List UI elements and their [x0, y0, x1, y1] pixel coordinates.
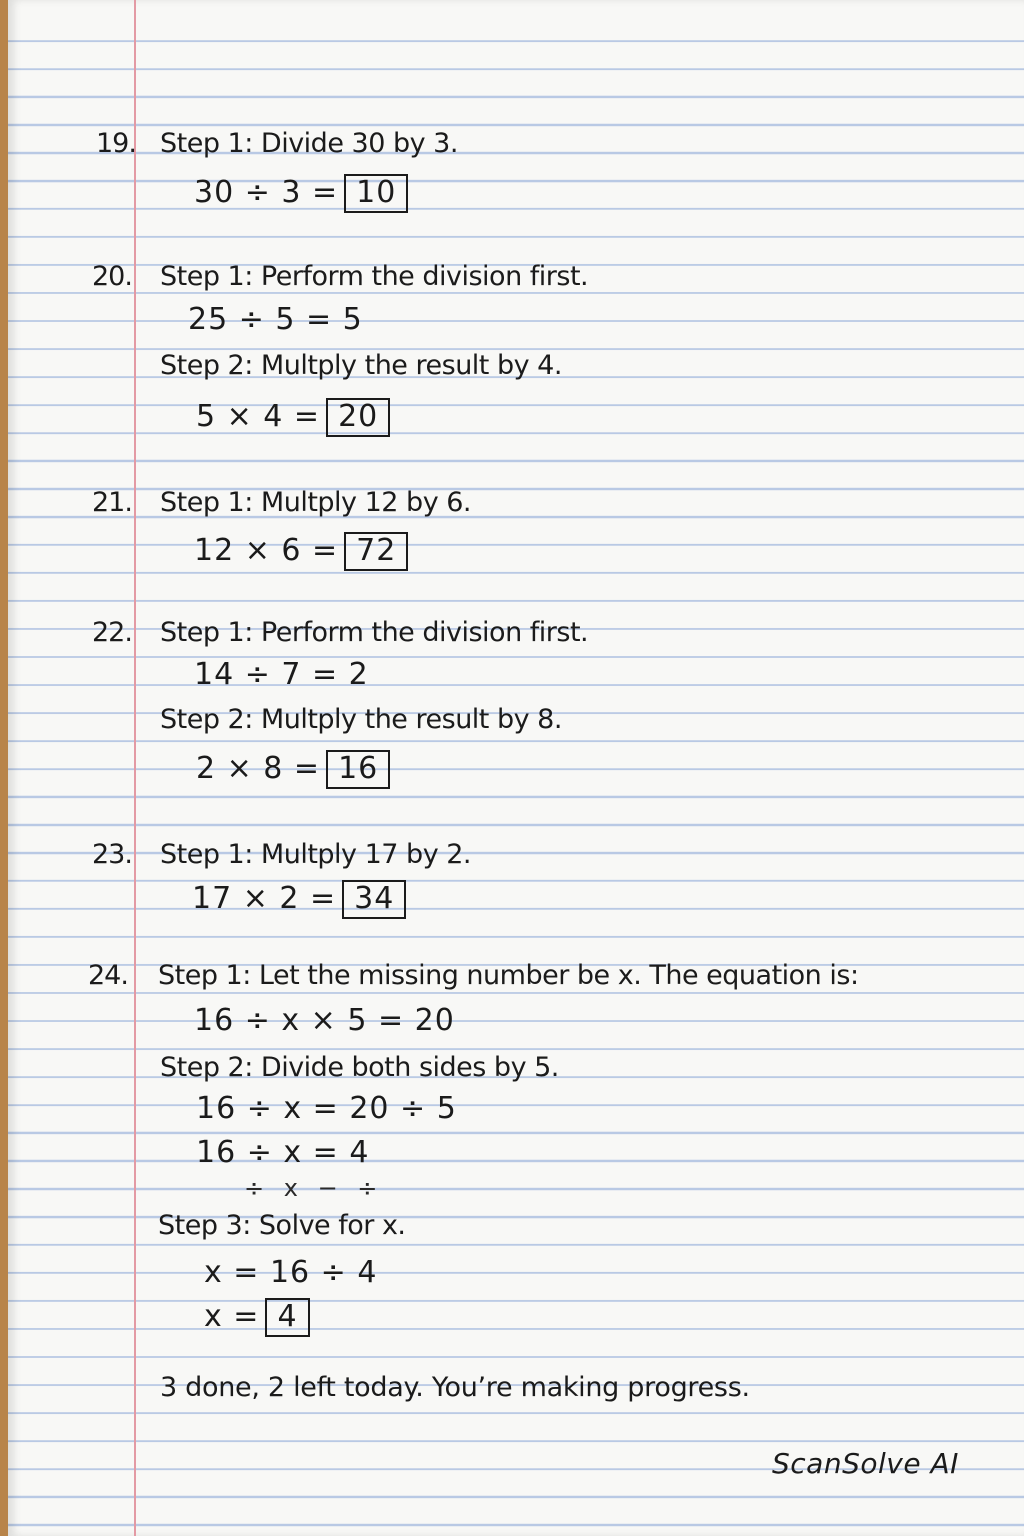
problem-22-answer-box: 16: [326, 750, 390, 789]
problem-24-equation-1: 16 ÷ x × 5 = 20: [194, 1003, 455, 1038]
problem-22-step-1: Step 1: Perform the division first.: [160, 617, 589, 648]
problem-20-equation-1: 25 ÷ 5 = 5: [188, 302, 363, 337]
problem-24-equation-3: 16 ÷ x = 4: [196, 1135, 370, 1170]
problem-20-step-1: Step 1: Perform the division first.: [160, 261, 589, 292]
problem-23-step-1: Step 1: Multply 17 by 2.: [160, 839, 472, 870]
problem-22-equation-2-text: 2 × 8 =: [196, 751, 321, 786]
notebook-page: [8, 0, 1024, 1536]
problem-21-equation: [194, 532, 408, 571]
problem-22-equation-1: 14 ÷ 7 = 2: [194, 657, 369, 692]
problem-24-equation-2: 16 ÷ x = 20 ÷ 5: [196, 1091, 457, 1126]
problem-21-answer-box: 72: [344, 532, 408, 571]
problem-20-equation-2-text: 5 × 4 =: [196, 399, 321, 434]
problem-24-equation-5-text: x =: [204, 1299, 260, 1334]
problem-24-step-3: Step 3: Solve for x.: [158, 1210, 406, 1241]
problem-number-23: 23.: [92, 839, 132, 870]
problem-20-step-2: Step 2: Multply the result by 4.: [160, 350, 562, 381]
brand-signature: ScanSolve AI: [772, 1447, 959, 1480]
problem-21-equation-text: 12 × 6 =: [194, 533, 339, 568]
problem-24-step-2: Step 2: Divide both sides by 5.: [160, 1052, 559, 1083]
problem-23-equation-text: 17 × 2 =: [192, 881, 337, 916]
problem-number-19: 19.: [96, 128, 136, 159]
problem-20-answer-box: 20: [326, 398, 390, 437]
problem-24-step-1: Step 1: Let the missing number be x. The equation is:: [158, 960, 859, 991]
problem-22-equation-2: [196, 750, 390, 789]
margin-line: [134, 0, 136, 1536]
problem-23-answer-box: 34: [342, 880, 406, 919]
problem-24-scribble: ÷ x − ÷: [244, 1174, 384, 1202]
problem-19-answer-box: 10: [344, 174, 408, 213]
problem-19-equation: [194, 174, 408, 213]
problem-20-equation-2: [196, 398, 390, 437]
problem-22-step-2: Step 2: Multply the result by 8.: [160, 704, 562, 735]
problem-19-step-1: Step 1: Divide 30 by 3.: [160, 128, 458, 159]
problem-23-equation: [192, 880, 406, 919]
problem-24-answer-box: 4: [265, 1298, 309, 1337]
problem-24-equation-5: [204, 1298, 310, 1337]
problem-number-20: 20.: [92, 261, 132, 292]
problem-24-equation-4: x = 16 ÷ 4: [204, 1255, 378, 1290]
problem-19-equation-text: 30 ÷ 3 =: [194, 175, 339, 210]
problem-number-24: 24.: [88, 960, 128, 991]
problem-21-step-1: Step 1: Multply 12 by 6.: [160, 487, 472, 518]
progress-message: 3 done, 2 left today. You’re making progress.: [160, 1372, 750, 1403]
problem-number-22: 22.: [92, 617, 132, 648]
problem-number-21: 21.: [92, 487, 132, 518]
